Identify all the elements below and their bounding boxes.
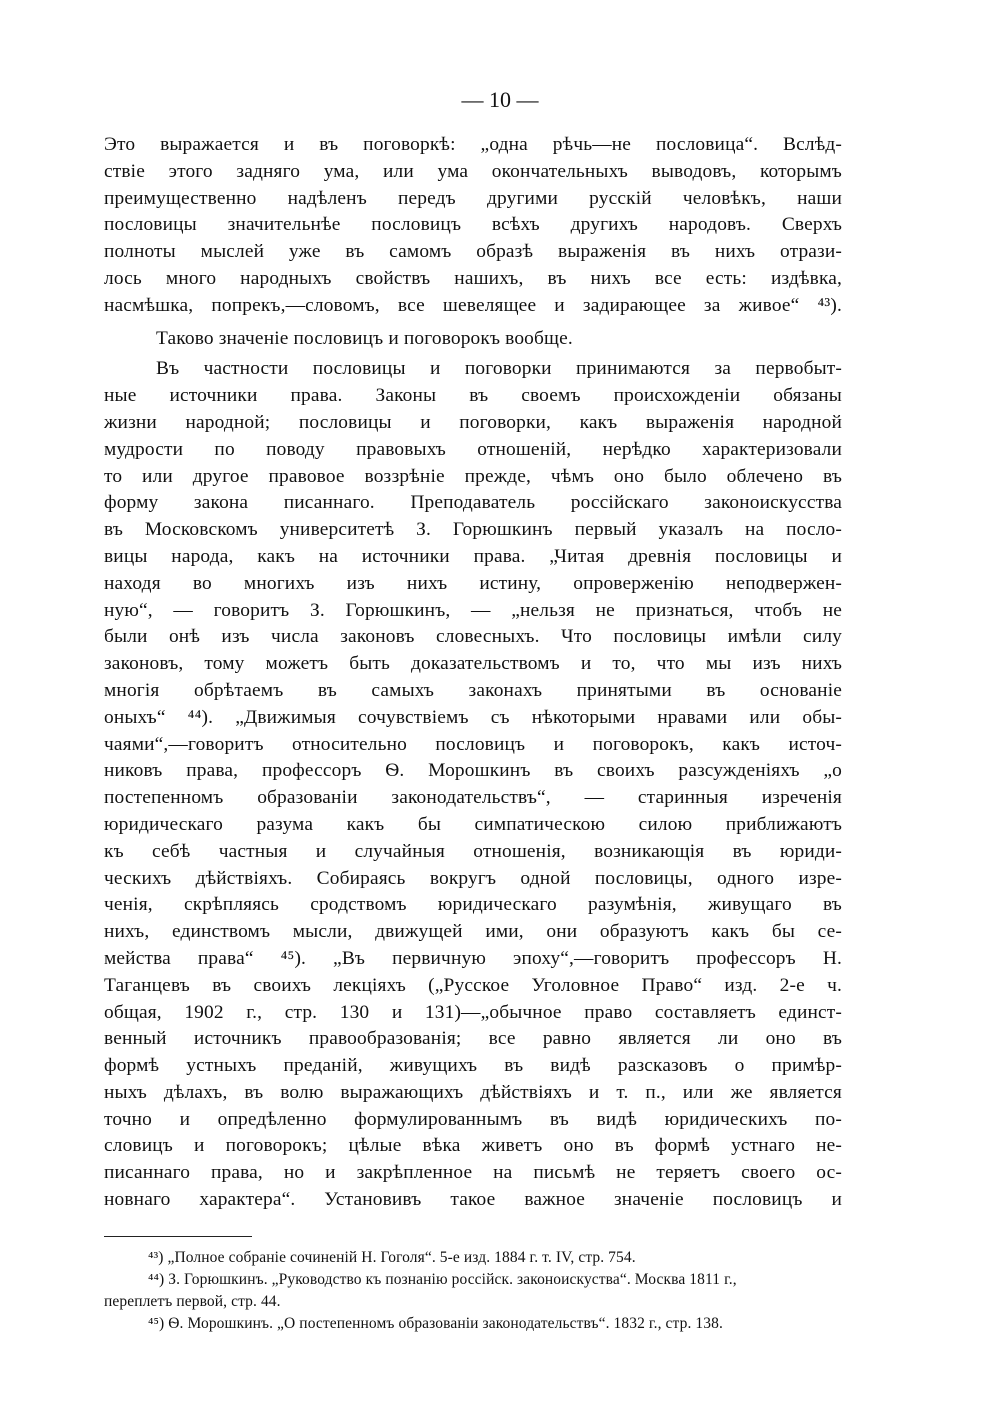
body-text — [104, 132, 842, 1214]
text-line: полноты мыслей уже въ самомъ образѣ выраженія въ нихъ отрази- — [104, 241, 842, 263]
text-line: въ Московскомъ университетѣ З. Горюшкинъ первый указалъ на посло- — [104, 519, 842, 541]
text-line: насмѣшка, попрекъ,—словомъ, все шевелящее и задирающее за живое“ ⁴³). — [104, 294, 842, 316]
footnote-43: ⁴³) „Полное собраніе сочиненій Н. Гоголя“. 5-е изд. 1884 г. т. IV, стр. 754. — [148, 1249, 636, 1266]
text-line: юридическаго разума какъ бы симпатическою силою приближаютъ — [104, 813, 842, 835]
footnote-45: ⁴⁵) Ѳ. Морошкинъ. „О постепенномъ образованіи законодательствъ“. 1832 г., стр. 138. — [148, 1315, 723, 1332]
footnotes — [104, 1236, 842, 1335]
text-line: ченія, скрѣпляясь сродствомъ юридическаго разумѣнія, живущаго въ — [104, 894, 842, 916]
text-line: Это выражается и въ поговоркѣ: „одна рѣчь—не пословица“. Вслѣд- — [104, 134, 842, 155]
text-line: точно и опредѣленно формулированнымъ въ видѣ юридическихъ по- — [104, 1108, 842, 1130]
text-line: къ себѣ частныя и случайныя отношенія, возникающія въ юриди- — [104, 840, 842, 862]
text-line: ные источники права. Законы въ своемъ происхожденіи обязаны — [104, 385, 842, 407]
text-line: Въ частности пословицы и поговорки принимаются за первобыт- — [156, 358, 842, 380]
text-line: постепенномъ образованіи законодательствъ“, — старинныя изреченія — [104, 787, 842, 809]
text-line: жизни народной; пословицы и поговорки, какъ выраженія народной — [104, 411, 842, 433]
text-line: новнаго характера“. Установивъ такое важное значеніе пословицъ и — [104, 1189, 842, 1211]
text-line: вицы народа, какъ на источники права. „Читая древнія пословицы и — [104, 545, 842, 567]
text-line: чаями“,—говоритъ относительно пословицъ и поговорокъ, какъ источ- — [104, 733, 842, 755]
text-line: находя во многихъ изъ нихъ истину, опроверженію неподвержен- — [104, 572, 842, 594]
text-line: ныхъ дѣлахъ, въ волю выражающихъ дѣйствіяхъ и т. п., или же является — [104, 1081, 842, 1103]
footnote-divider — [104, 1236, 252, 1237]
text-line: то или другое правовое воззрѣніе прежде, чѣмъ оно было облечено въ — [104, 465, 842, 487]
text-line: писаннаго права, но и закрѣпленное на письмѣ не теряетъ своего ос- — [104, 1162, 842, 1184]
text-line: Таково значеніе пословицъ и поговорокъ вообще. — [156, 327, 573, 349]
footnote-44: ⁴⁴) З. Горюшкинъ. „Руководство къ познанію россійск. законоискуства“. Москва 1811 г., — [148, 1271, 737, 1288]
text-line: пословицы значительнѣе пословицъ всѣхъ другихъ народовъ. Сверхъ — [104, 214, 842, 236]
text-line: мейства права“ ⁴⁵). „Въ первичную эпоху“,—говоритъ профессоръ Н. — [104, 947, 842, 969]
page-number: — 10 — — [461, 87, 539, 112]
text-line: никовъ права, профессоръ Ѳ. Морошкинъ въ своихъ разсужденіяхъ „о — [104, 760, 842, 782]
text-line: нихъ, единствомъ мысли, движущей ими, они образуютъ какъ бы се- — [104, 921, 842, 943]
footnote-44-continued: переплетъ первой, стр. 44. — [104, 1293, 281, 1310]
text-line: форму закона писаннаго. Преподаватель россійскаго законоискусства — [104, 492, 842, 514]
text-line: законовъ, тому можетъ быть доказательствомъ и то, что мы изъ нихъ — [104, 653, 842, 675]
text-line: преимущественно надѣленъ передъ другими русскій человѣкъ, наши — [104, 187, 842, 209]
footnote-list — [104, 1247, 842, 1335]
text-line: многія обрѣтаемъ въ самыхъ законахъ принятыми въ основаніе — [104, 679, 842, 701]
text-line: венный источникъ правообразованія; все равно является ли оно въ — [104, 1028, 842, 1050]
text-line: были онѣ изъ числа законовъ словесныхъ. Что пословицы имѣли силу — [104, 626, 842, 648]
text-line: ческихъ дѣйствіяхъ. Собираясь вокругъ одной пословицы, одного изре- — [104, 867, 842, 889]
text-line: формѣ устныхъ преданій, живущихъ въ видѣ разсказовъ о примѣр- — [104, 1055, 842, 1077]
text-line: словицъ и поговорокъ; цѣлые вѣка живетъ оно въ формѣ устнаго не- — [104, 1135, 842, 1157]
text-line: Таганцевъ въ своихъ лекціяхъ („Русское Уголовное Право“ изд. 2-е ч. — [104, 974, 842, 996]
text-line: ную“, — говоритъ З. Горюшкинъ, — „нельзя не признаться, чтобъ не — [104, 599, 842, 621]
text-line: лось много народныхъ свойствъ нашихъ, въ нихъ все есть: издѣвка, — [104, 267, 842, 289]
text-line: оныхъ“ ⁴⁴). „Движимыя сочувствіемъ съ нѣкоторыми нравами или обы- — [104, 706, 842, 728]
text-line: ствіе этого задняго ума, или ума окончательныхъ выводовъ, которымъ — [104, 160, 842, 182]
text-line: общая, 1902 г., стр. 130 и 131)—„обычное право составляетъ единст- — [104, 1001, 842, 1023]
text-line: мудрости по поводу правовыхъ отношеній, нерѣдко характеризовали — [104, 438, 842, 460]
